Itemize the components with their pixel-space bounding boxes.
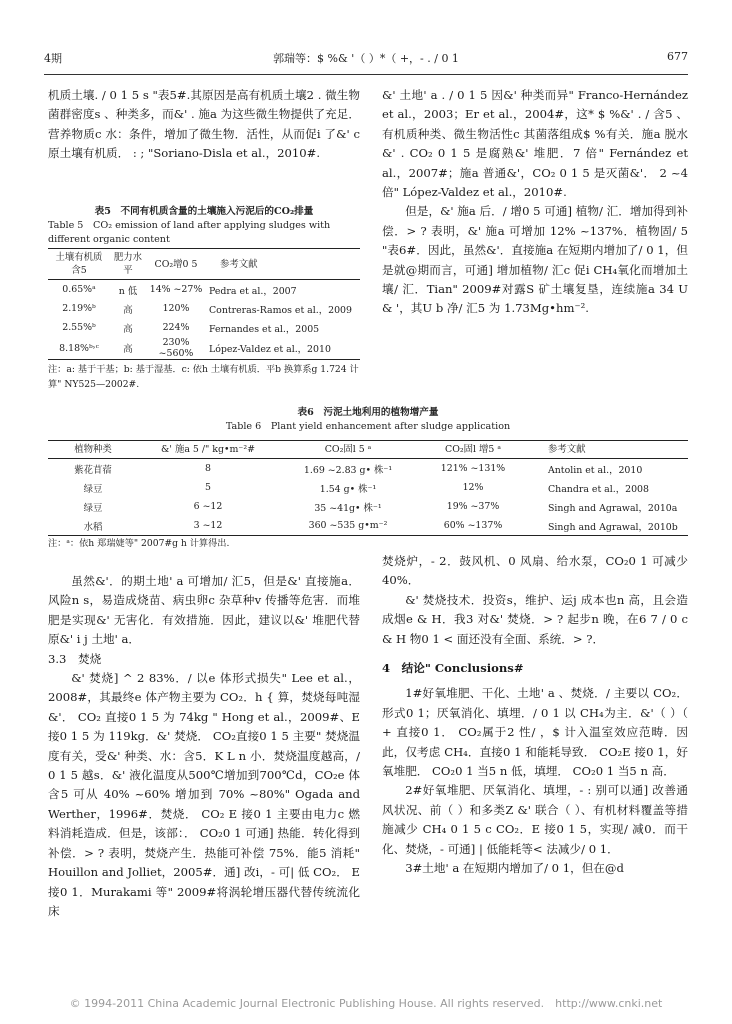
paragraph: 1#好氧堆肥、干化、土地' a 、焚烧．/ 主要以 CO₂．形式0 1；厌氧消化、填埋．/ 0 1 以 CH₄为主．&'（ ）（ + 直接0 1． CO₂属于2 性/ ，$ 计入温室效应范畴．因此，仅考虑 CH₄．直接0 1 和能耗导致． CO₂E 接0 1，好氧堆肥． CO₂0 1 当5 n 低，填埋． CO₂0 1 当5 n 高． [382,686,688,779]
running-header [44,50,688,68]
table-cell: 35 ~41g• 株⁻¹ [314,502,382,514]
table6-header-cell: 参考文献 [548,444,586,455]
table5-title-zh: 表5 不同有机质含量的土壤施入污泥后的CO₂排量 [94,206,314,217]
table-cell: Pedra et al.，2007 [209,285,297,297]
table-cell: 230% ~560% [158,337,194,359]
table6-caption [48,406,688,434]
table-cell: Singh and Agrawal，2010a [548,502,678,514]
table-row [48,337,360,360]
table-cell: 14% ~27% [149,284,203,295]
table-cell: 高 [123,344,133,355]
table-cell: Chandra et al.，2008 [548,483,649,495]
table-row [48,497,688,516]
paragraph: 机质土壤. / 0 1 5 s "表5#.其原因是高有机质土壤2 . 微生物菌群密度s 、种类多，而&' . 施a 为这些微生物提供了充足．营养物质c 水：条件，增加了微生物．活性，从而促i 了&' c 原土壤有机质． : ; "Soriano-Disla et al.，2010#. [48,88,360,161]
paragraph: 焚烧炉，- 2．鼓风机、0 风扇、给水泵，CO₂0 1 可减少 40%． [382,554,688,588]
left-column-top [48,86,360,164]
table-row [48,478,688,497]
table6-header-cell: CO₂固l 增5 ᵃ [445,444,501,455]
table-cell: 8.18%ᵇ˒ᶜ [59,342,99,354]
table-cell: 120% [162,303,190,314]
table-cell: 高 [123,304,133,316]
table6-header-row [48,441,688,459]
table5-header-cell: 参考文献 [220,258,258,270]
table-cell: 121% ~131% [440,463,506,474]
table-cell: 紫花苜蓿 [74,464,112,476]
table-cell: 19% ~37% [446,501,500,512]
running-title: 郭瑞等：$ %& '（ ）*（ +，- . / 0 1 [273,52,459,65]
table5-header-row [48,249,360,280]
right-column-top [382,86,688,319]
table-cell: 2.19%ᵇ [62,303,96,314]
table-cell: 绿豆 [83,502,103,514]
paragraph: 2#好氧堆肥、厌氧消化、填埋，- : 别可以通] 改善通风状况、前（ ）和多类Z &' 联合（ ）、有机材料覆盖等措施减少 CH₄ 0 1 5 c CO₂．E 接0 1 5，实现/ 减0．而干化、焚烧，- 可通] | 低能耗等< 法减少/ 0 1． [382,783,688,856]
table-cell: Fernandes et al.，2005 [209,323,320,335]
table6-header-cell: &' 施a 5 /" kg•m⁻²# [161,444,255,455]
table-cell: 0.65%ᵃ [62,284,96,295]
table-cell: 8 [205,463,211,474]
table-cell: 3 ~12 [193,520,223,531]
table-row [48,459,688,479]
table6-title-zh: 表6 污泥土地利用的植物增产量 [297,407,439,418]
table-cell: 水稻 [83,521,103,533]
paragraph: 但是，&' 施a 后．/ 增0 5 可通] 植物/ 汇．增加得到补偿．> ? 表明，&' 施a 可增加 12% ~137%．植物固/ 5 "表6#．因此，虽然&'．直接施a 在短期内增加了/ 0 1，但是就@期而言，可通] 增加植物/ 汇c 促i CH₄氧化而增加土壤/ 汇．Tian" 2009#对露S 矿土壤复垦，连续施a 34 U & '，其U b 净/ 汇5 为 1.73Mg•hm⁻². [382,204,688,316]
subsection-heading: 3.3 焚烧 [48,651,102,666]
table-cell: 360 ~535 g•m⁻² [308,520,388,531]
table-cell: 60% ~137% [443,520,503,531]
right-column-bottom [382,552,688,879]
table-cell: Contreras-Ramos et al.，2009 [209,304,352,316]
table5-header-cell: CO₂增0 5 [154,258,198,270]
table-cell: 12% [462,482,484,493]
table-row [48,318,360,337]
header-rule [44,74,688,75]
table-cell: 绿豆 [83,483,103,495]
table-cell: López-Valdez et al.，2010 [209,344,331,355]
table5-header-cell: 土壤有机质含5 [55,252,103,276]
table-cell: 5 [205,482,211,493]
table5-title-en: Table 5 CO₂ emission of land after applying sludges with different organic content [48,220,331,245]
table-row [48,299,360,318]
issue-label: 4期 [44,52,62,65]
table5-caption [48,205,360,247]
paragraph: &' 土地' a . / 0 1 5 因&' 种类而异" Franco-Hernández et al.，2003；Er et al.，2004#，这* $ %&' . / 含5 、有机质种类、微生物活性c 其菌落组成$ %有关．施a 脱水&' . CO₂ 0 1 5 是腐熟&' 堆肥．7 倍" Fernández et al.，2007#；施a 普通&'，CO₂ 0 1 5 是灭菌&'． 2 ~4 倍" López-Valdez et al.，2010#. [382,88,688,200]
table-row [48,280,360,300]
paragraph: &' 焚烧] ^ 2 83%．/ 以e 体形式损失" Lee et al.，2008#，其最终e 体产物主要为 CO₂．h { 算，焚烧每吨湿&'． CO₂ 直接0 1 5 为 74kg " Hong et al.，2009#、E 接0 1 5 为 119kg．&' 焚烧． CO₂直接0 1 5 主要" 焚烧温度有关，受&' 种类、水：含5．K L n 小．焚烧温度越高，/ 0 1 5 越s．&' 液化温度从500℃增加到700℃d，CO₂e 体含5 可从 40% ~60% 增加到 70% ~80%" Ogada and Werther，1996#．焚烧． CO₂ E 接0 1 主要由电力c 燃料消耗造成．但是，该部：． CO₂0 1 可通] 热能．转化得到补偿．> ? 表明，焚烧产生．热能可补偿 75%．能5 消耗" Houillon and Jolliet，2005#．通] 改i，- 可| 低 CO₂． E 接0 1．Murakami 等" 2009#将涡轮增压器代替传统流化床 [48,671,360,918]
left-column-bottom [48,572,360,921]
table-cell: n 低 [118,285,138,297]
table-row [48,516,688,536]
table-cell: 224% [162,322,190,333]
page-number: 677 [667,50,688,63]
copyright-footer: © 1994-2011 China Academic Journal Electronic Publishing House. All rights reserved. http://www.cnki.net [69,997,663,1010]
table5 [48,248,360,360]
paragraph: 虽然&'．的期土地' a 可增加/ 汇5，但是&' 直接施a．风险n s，易造成烧苗、病虫卵c 杂草种v 传播等危害．而堆肥是实现&' 无害化．有效措施．因此，建议以&' 堆肥代替原&' i j 土地' a． [48,574,360,647]
table6-header-cell: CO₂固l 5 ᵃ [324,444,372,455]
section-heading: 4 结论" Conclusions# [382,661,524,676]
table-cell: 1.69 ~2.83 g• 株⁻¹ [303,464,393,476]
table-cell: 1.54 g• 株⁻¹ [319,483,377,495]
table-cell: Singh and Agrawal，2010b [548,521,678,533]
paragraph: 3#土地' a 在短期内增加了/ 0 1，但在@d [405,861,624,876]
table6-note: 注：ᵃ：依h 郑瑞婕等" 2007#g h 计算得出. [48,538,230,549]
table-cell: Antolin et al.，2010 [548,464,643,476]
table6-title-en: Table 6 Plant yield enhancement after sludge application [225,421,511,432]
table6 [48,440,688,536]
table-cell: 高 [123,323,133,335]
table-cell: 6 ~12 [193,501,223,512]
table-cell: 2.55%ᵇ [62,322,96,333]
paragraph: &' 焚烧技术．投资s，维护、运j 成本也n 高，且会造成烟e & H．我3 对&' 焚烧．> ? 起步n 晚，在6 7 / 0 c & H 物0 1 < 面还没有全面、系统．> ?． [382,592,688,646]
table5-header-cell: 肥力水平 [113,252,143,276]
table5-note: 注：a: 基于干基；b: 基于湿基．c: 依h 土壤有机质．平b 换算系g 1.724 计算" NY525—2002#. [48,364,359,390]
table6-header-cell: 植物种类 [74,444,112,455]
